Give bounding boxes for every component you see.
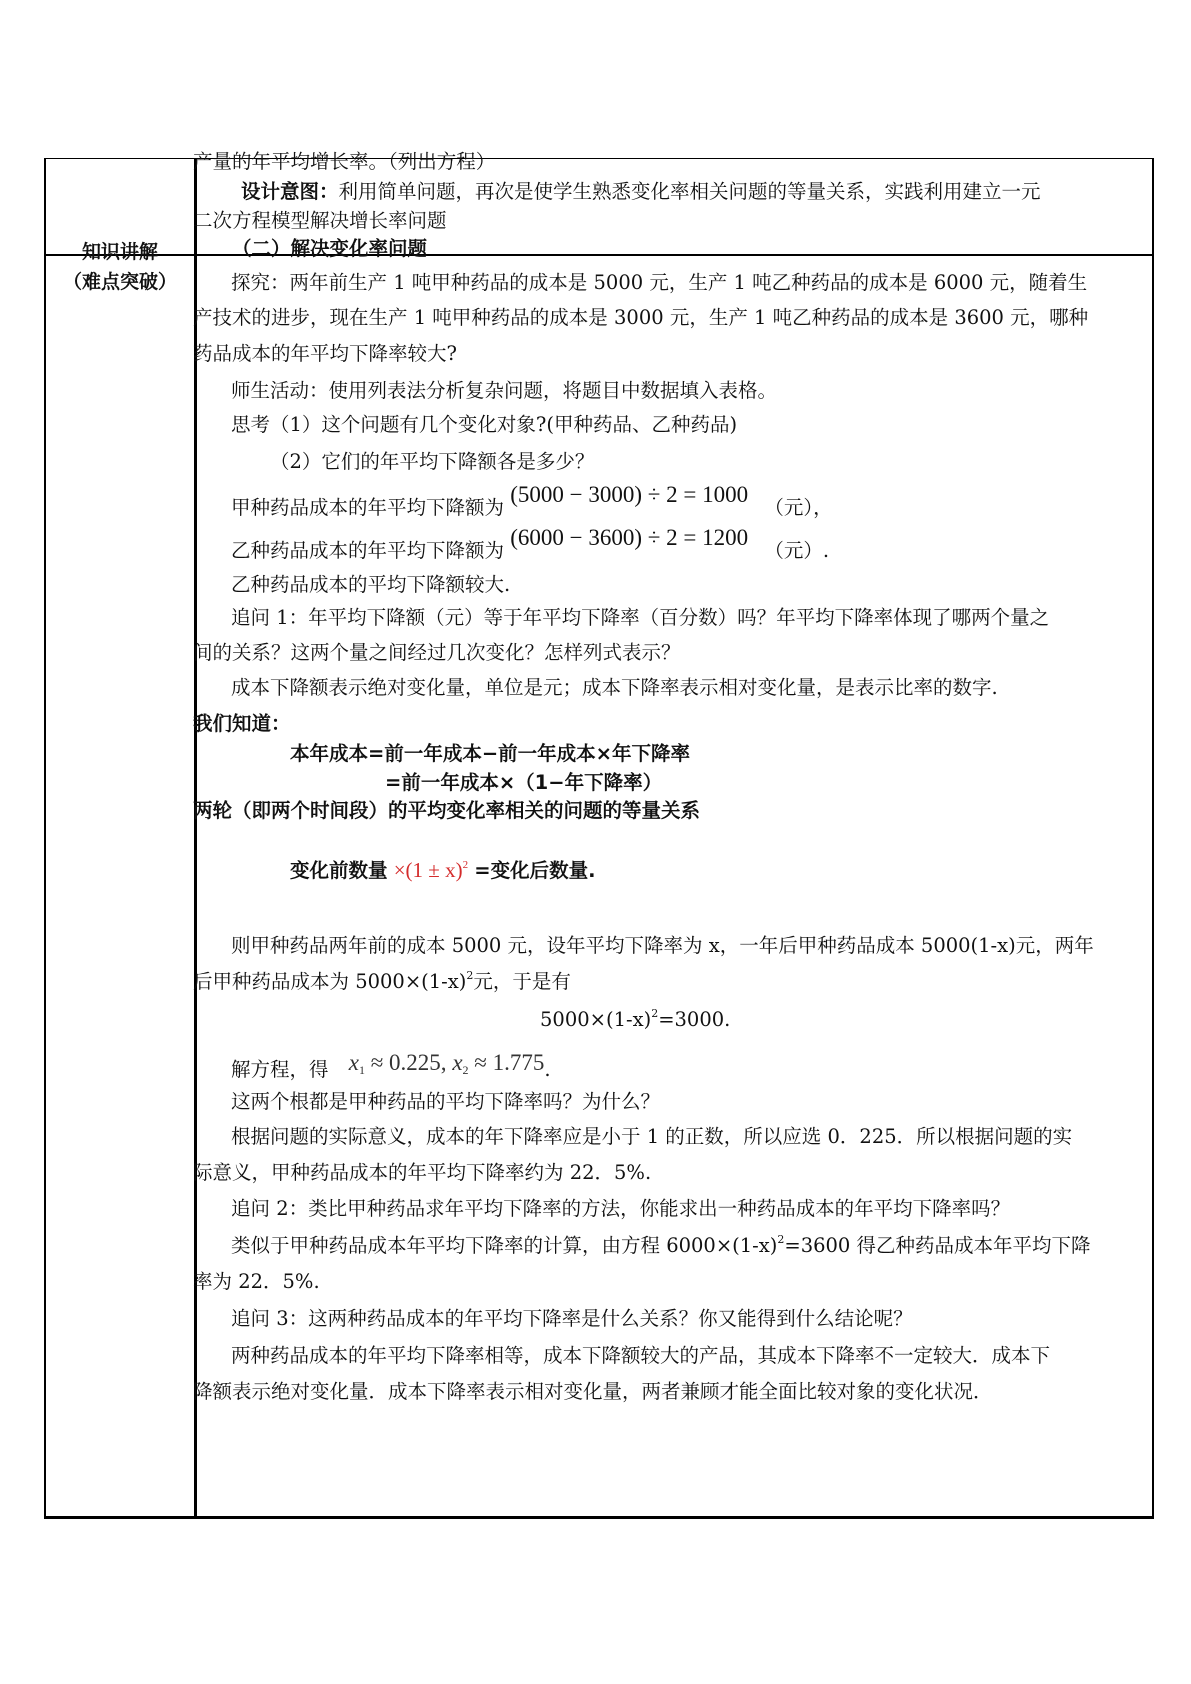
yi-larger: 乙种药品成本的平均下降额较大.	[231, 573, 511, 596]
solve-prefix: 解方程，得	[231, 1058, 329, 1081]
design-intent	[241, 179, 1041, 205]
solve-line: 解方程，得 $x_1 \approx 0.225$, $x_2 \approx 1.775$.	[231, 1050, 551, 1081]
relation-line3: 两轮（即两个时间段）的平均变化率相关的问题的等量关系	[193, 799, 701, 822]
explore-line3: 药品成本的年平均下降率较大?	[193, 342, 457, 365]
why-question: 这两个根都是甲种药品的平均下降率吗？为什么？	[231, 1090, 661, 1113]
design-intent-text: 利用简单问题，再次是使学生熟悉变化率相关问题的等量关系，实践利用建立一元	[338, 180, 1041, 203]
conclusion-line2: 降额表示绝对变化量．成本下降率表示相对变化量，两者兼顾才能全面比较对象的变化状况．	[193, 1380, 993, 1403]
explore-line1: 探究：两年前生产 1 吨甲种药品的成本是 5000 元，生产 1 吨乙种药品的成本是 6000 元，随着生	[231, 271, 1088, 294]
meaning-line2: 际意义，甲种药品成本的年平均下降率约为 22．5%.	[193, 1161, 652, 1184]
similar-line1: 类似于甲种药品成本年平均下降率的计算，由方程 $6000\times(1-x)^2=3600$ 得乙种药品成本年平均下降	[231, 1233, 1091, 1257]
roots: $x_1 \approx 0.225$, $x_2 \approx 1.775$	[348, 1050, 545, 1077]
question1-line1: 追问 1：年平均下降额（元）等于年平均下降率（百分数）吗？年平均下降率体现了哪两个量之	[231, 606, 1050, 629]
row2-label-line2: （难点突破）	[62, 271, 177, 293]
then-line1: 则甲种药品两年前的成本 5000 元，设年平均下降率为 x，一年后甲种药品成本 5000(1-x)元，两年	[231, 934, 1094, 957]
answer1: 成本下降额表示绝对变化量，单位是元；成本下降率表示相对变化量，是表示比率的数字.	[231, 676, 998, 699]
relation-line2: =前一年成本×（1−年下降率）	[385, 771, 663, 794]
relation-line1: 本年成本=前一年成本−前一年成本×年下降率	[290, 742, 691, 765]
conclusion-line1: 两种药品成本的年平均下降率相等，成本下降额较大的产品，其成本下降率不一定较大．成本下	[231, 1344, 1051, 1367]
formula-red-term: $\times(1 \pm x)^2$	[393, 858, 469, 882]
section-title: （二）解决变化率问题	[232, 237, 428, 260]
row2-label-line1: 知识讲解	[81, 241, 158, 263]
change-formula	[290, 857, 596, 884]
formula-after: =变化后数量.	[474, 859, 596, 882]
then-line2: 后甲种药品成本为 $5000\times(1-x)^2$元，于是有	[193, 969, 571, 993]
row-divider	[46, 254, 1152, 256]
activity-text: 师生活动：使用列表法分析复杂问题，将题目中数据填入表格。	[231, 379, 778, 402]
meaning-line1: 根据问题的实际意义，成本的年下降率应是小于 1 的正数，所以应选 0．225．所以根据问题的实	[231, 1125, 1073, 1148]
jia-prefix: 甲种药品成本的年平均下降额为	[231, 496, 505, 519]
explore-line2: 产技术的进步，现在生产 1 吨甲种药品的成本是 3000 元，生产 1 吨乙种药品的成本是 3600 元，哪种	[193, 306, 1089, 329]
think-2: （2）它们的年平均下降额各是多少？	[270, 450, 595, 473]
design-intent-label: 设计意图：	[241, 180, 339, 203]
jia-decline	[231, 482, 833, 521]
question2: 追问 2：类比甲种药品求年平均下降率的方法，你能求出一种药品成本的年平均下降率吗？	[231, 1197, 1011, 1220]
yi-prefix: 乙种药品成本的年平均下降额为	[231, 539, 505, 562]
jia-suffix: （元），	[764, 496, 833, 519]
jia-formula: (5000 − 3000) ÷ 2 = 1000	[510, 482, 749, 507]
question1-line2: 间的关系？这两个量之间经过几次变化？怎样列式表示？	[193, 641, 681, 664]
question3: 追问 3：这两种药品成本的年平均下降率是什么关系？你又能得到什么结论呢？	[231, 1307, 913, 1330]
we-know-heading: 我们知道：	[193, 712, 291, 735]
row1-line1: 产量的年平均增长率。（列出方程）	[193, 150, 496, 173]
design-intent-line2: 二次方程模型解决增长率问题	[193, 209, 447, 232]
think-1: 思考（1）这个问题有几个变化对象?(甲种药品、乙种药品)	[231, 413, 738, 436]
equation: $5000\times(1-x)^2=3000$.	[540, 1007, 731, 1031]
formula-before: 变化前数量	[290, 859, 388, 882]
yi-decline	[231, 525, 830, 564]
yi-suffix: （元）.	[764, 539, 830, 562]
yi-formula: (6000 − 3600) ÷ 2 = 1200	[510, 525, 749, 550]
similar-line2: 率为 22．5%.	[193, 1270, 320, 1293]
